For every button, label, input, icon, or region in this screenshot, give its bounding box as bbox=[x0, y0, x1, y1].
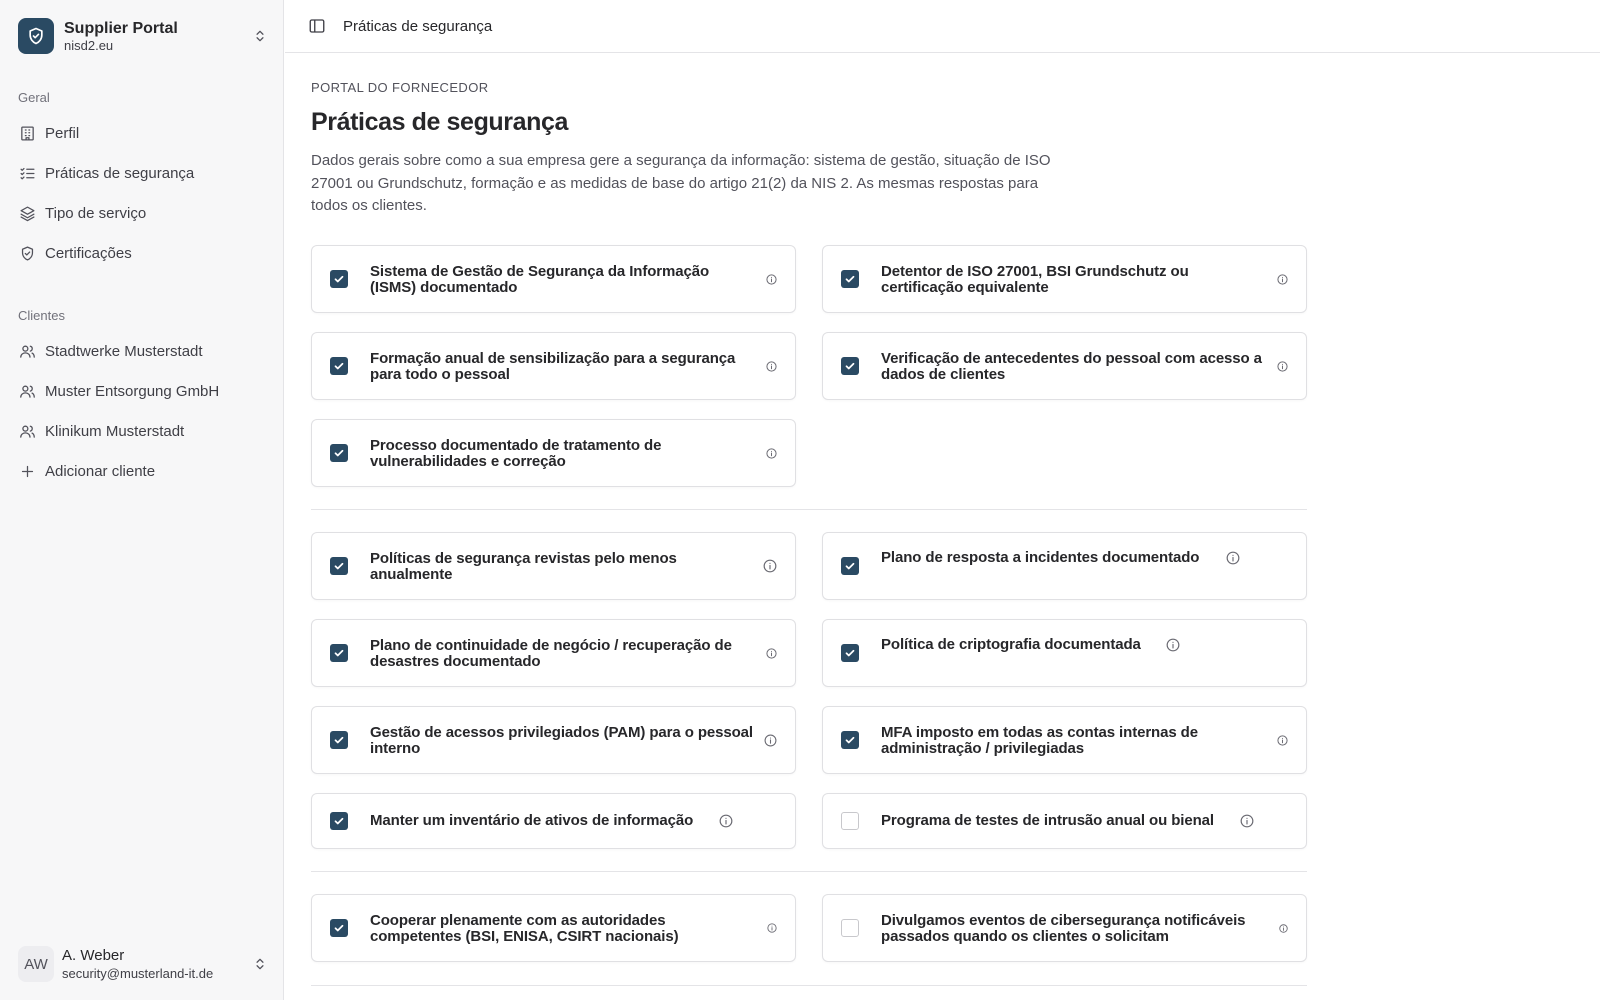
practice-card bbox=[311, 793, 796, 849]
practice-label: Política de criptografia documentada bbox=[881, 636, 1141, 653]
practice-card bbox=[822, 894, 1307, 962]
check-icon bbox=[844, 647, 856, 659]
practice-card bbox=[822, 793, 1307, 849]
user-menu[interactable] bbox=[18, 944, 268, 984]
sidebar-item-stadtwerke-musterstadt[interactable] bbox=[10, 334, 272, 368]
check-icon bbox=[333, 647, 345, 659]
info-icon[interactable] bbox=[1278, 923, 1289, 934]
info-icon[interactable] bbox=[1277, 735, 1288, 746]
practice-card bbox=[822, 332, 1307, 400]
practice-label: Manter um inventário de ativos de informação bbox=[370, 812, 694, 829]
info-icon[interactable] bbox=[766, 274, 777, 285]
practice-label: Formação anual de sensibilização para a segurança para todo o pessoal bbox=[370, 350, 736, 383]
page-eyebrow: PORTAL DO FORNECEDOR bbox=[311, 80, 489, 95]
checkbox[interactable] bbox=[330, 557, 348, 575]
practice-card bbox=[311, 419, 796, 487]
checkbox[interactable] bbox=[841, 919, 859, 937]
check-icon bbox=[844, 273, 856, 285]
practice-label: Detentor de ISO 27001, BSI Grundschutz ou certificação equivalente bbox=[881, 263, 1189, 296]
practice-card bbox=[822, 245, 1307, 313]
info-icon[interactable] bbox=[766, 448, 777, 459]
layers-icon bbox=[18, 204, 36, 222]
practice-label: Plano de continuidade de negócio / recuperação de desastres documentado bbox=[370, 637, 732, 670]
info-icon[interactable] bbox=[1166, 638, 1180, 652]
checkbox[interactable] bbox=[330, 357, 348, 375]
check-icon bbox=[333, 922, 345, 934]
sidebar-item-label: Tipo de serviço bbox=[45, 204, 147, 222]
practice-label: Plano de resposta a incidentes documentado bbox=[881, 549, 1200, 566]
sidebar-item-label: Certificações bbox=[45, 244, 132, 262]
checkbox[interactable] bbox=[330, 644, 348, 662]
plus-icon bbox=[18, 462, 36, 480]
checkbox[interactable] bbox=[841, 270, 859, 288]
sidebar-item-tipo-de-servico[interactable] bbox=[10, 196, 272, 230]
shield-check-icon bbox=[18, 244, 36, 262]
sidebar-item-praticas-de-seguranca[interactable] bbox=[10, 156, 272, 190]
users-icon bbox=[18, 422, 36, 440]
brand-name: Supplier Portal bbox=[64, 19, 178, 37]
info-icon[interactable] bbox=[719, 814, 733, 828]
sidebar-item-muster-entsorgung[interactable] bbox=[10, 374, 272, 408]
checkbox[interactable] bbox=[841, 557, 859, 575]
building-icon bbox=[18, 124, 36, 142]
check-icon bbox=[333, 360, 345, 372]
practice-label: Divulgamos eventos de cibersegurança notificáveis passados quando os clientes o solicitam bbox=[881, 912, 1246, 945]
brand-domain: nisd2.eu bbox=[64, 37, 114, 53]
checkbox[interactable] bbox=[330, 270, 348, 288]
practice-card bbox=[311, 532, 796, 600]
sidebar-item-perfil[interactable] bbox=[10, 116, 272, 150]
header-title: Práticas de segurança bbox=[343, 17, 493, 35]
practice-card bbox=[822, 706, 1307, 774]
check-icon bbox=[333, 815, 345, 827]
practice-label: Políticas de segurança revistas pelo menos anualmente bbox=[370, 550, 677, 583]
panel-left-icon bbox=[308, 17, 326, 35]
checkbox[interactable] bbox=[330, 731, 348, 749]
chevrons-up-down-icon bbox=[252, 956, 268, 972]
check-icon bbox=[844, 734, 856, 746]
info-icon[interactable] bbox=[1240, 814, 1254, 828]
shield-check-icon bbox=[18, 18, 54, 54]
info-icon[interactable] bbox=[1277, 361, 1288, 372]
checkbox[interactable] bbox=[330, 444, 348, 462]
sidebar-toggle-button[interactable] bbox=[303, 12, 331, 40]
checkbox[interactable] bbox=[841, 812, 859, 830]
avatar: AW bbox=[18, 946, 54, 982]
check-icon bbox=[844, 560, 856, 572]
sidebar-item-adicionar-cliente[interactable] bbox=[10, 454, 272, 488]
practice-label: Processo documentado de tratamento de vulnerabilidades e correção bbox=[370, 437, 662, 470]
sidebar-item-certificacoes[interactable] bbox=[10, 236, 272, 270]
check-icon bbox=[333, 447, 345, 459]
practice-card bbox=[822, 532, 1307, 600]
practice-label: Verificação de antecedentes do pessoal com acesso a dados de clientes bbox=[881, 350, 1262, 383]
checkbox[interactable] bbox=[841, 644, 859, 662]
practice-card bbox=[311, 619, 796, 687]
sidebar-item-klinikum-musterstadt[interactable] bbox=[10, 414, 272, 448]
practice-label: Gestão de acessos privilegiados (PAM) para o pessoal interno bbox=[370, 724, 753, 757]
user-name: A. Weber bbox=[62, 946, 125, 964]
section-divider bbox=[311, 509, 1307, 510]
info-icon[interactable] bbox=[766, 923, 777, 934]
users-icon bbox=[18, 382, 36, 400]
section-divider bbox=[311, 871, 1307, 872]
nav-group-label-clientes: Clientes bbox=[18, 308, 65, 323]
page-title: Práticas de segurança bbox=[311, 108, 569, 136]
list-checks-icon bbox=[18, 164, 36, 182]
info-icon[interactable] bbox=[1226, 551, 1240, 565]
sidebar-item-label: Stadtwerke Musterstadt bbox=[45, 342, 203, 360]
checkbox[interactable] bbox=[841, 357, 859, 375]
check-icon bbox=[333, 560, 345, 572]
check-icon bbox=[333, 734, 345, 746]
practice-card bbox=[311, 894, 796, 962]
check-icon bbox=[844, 360, 856, 372]
nav-group-label-geral: Geral bbox=[18, 90, 50, 105]
workspace-switcher[interactable] bbox=[18, 17, 268, 55]
sidebar-item-label: Práticas de segurança bbox=[45, 164, 195, 182]
checkbox[interactable] bbox=[841, 731, 859, 749]
practice-label: Sistema de Gestão de Segurança da Informação (ISMS) documentado bbox=[370, 263, 710, 296]
practice-label: Cooperar plenamente com as autoridades competentes (BSI, ENISA, CSIRT nacionais) bbox=[370, 912, 679, 945]
checkbox[interactable] bbox=[330, 919, 348, 937]
practice-card bbox=[311, 332, 796, 400]
chevrons-up-down-icon bbox=[252, 28, 268, 44]
checkbox[interactable] bbox=[330, 812, 348, 830]
sidebar bbox=[0, 0, 284, 1000]
practice-label: MFA imposto em todas as contas internas de administração / privilegiadas bbox=[881, 724, 1198, 757]
info-icon[interactable] bbox=[763, 733, 777, 747]
practice-card bbox=[311, 706, 796, 774]
info-icon[interactable] bbox=[763, 559, 777, 573]
info-icon[interactable] bbox=[766, 361, 777, 372]
practice-label: Programa de testes de intrusão anual ou bienal bbox=[881, 812, 1214, 829]
info-icon[interactable] bbox=[766, 648, 777, 659]
practice-card bbox=[311, 245, 796, 313]
sidebar-item-label: Adicionar cliente bbox=[45, 462, 156, 480]
practice-card bbox=[822, 619, 1307, 687]
top-header bbox=[285, 0, 1600, 53]
user-email: security@musterland-it.de bbox=[62, 965, 214, 981]
section-divider bbox=[311, 985, 1307, 986]
users-icon bbox=[18, 342, 36, 360]
sidebar-item-label: Muster Entsorgung GmbH bbox=[45, 382, 220, 400]
info-icon[interactable] bbox=[1277, 274, 1288, 285]
sidebar-item-label: Perfil bbox=[45, 124, 80, 142]
check-icon bbox=[333, 273, 345, 285]
sidebar-item-label: Klinikum Musterstadt bbox=[45, 422, 185, 440]
page-description: Dados gerais sobre como a sua empresa gere a segurança da informação: sistema de gestão, situação de ISO 27001 ou Grundschutz, formação e as medidas de base do artigo 21(2) da NIS 2. As mesmas respostas para todos os clientes. bbox=[311, 152, 1051, 214]
